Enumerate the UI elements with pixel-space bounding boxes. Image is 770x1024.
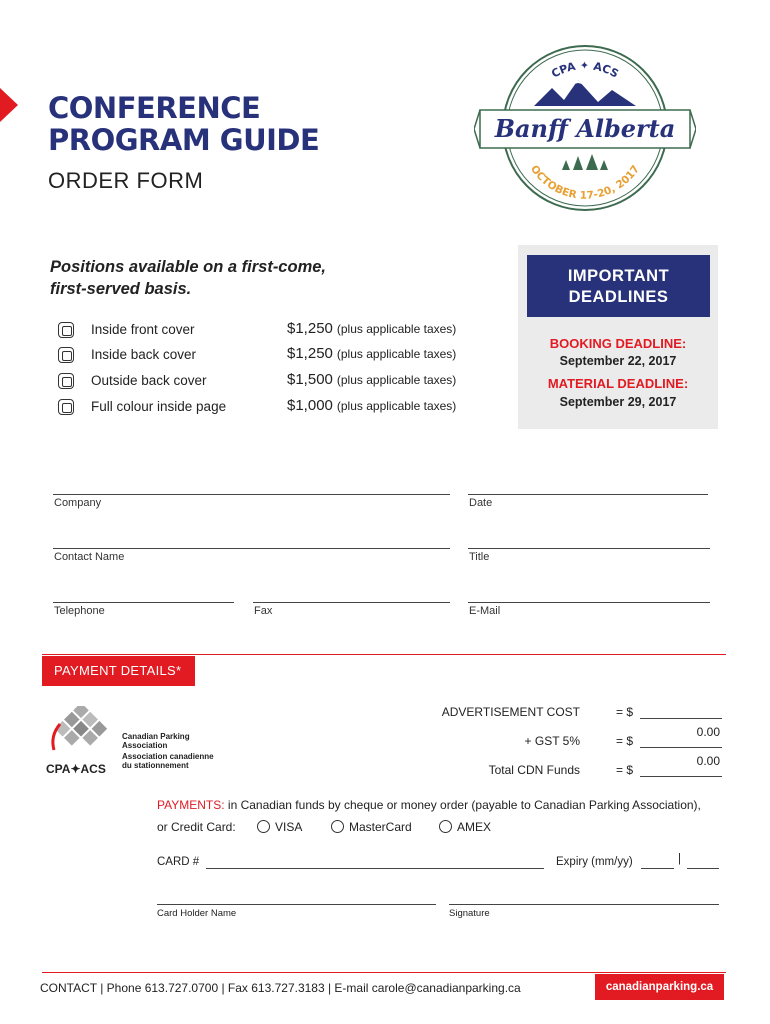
badge-bottom-text: OCTOBER 17-20, 2017: [527, 163, 643, 202]
badge-top-text: CPA ✦ ACS: [549, 59, 621, 81]
telephone-field[interactable]: [53, 602, 234, 603]
deadlines-heading: IMPORTANT DEADLINES: [527, 255, 710, 317]
mastercard-label: MasterCard: [349, 820, 412, 834]
credit-card-row: [157, 820, 557, 836]
fax-field[interactable]: [253, 602, 450, 603]
section-divider: [42, 654, 726, 655]
ad-cost-label: ADVERTISEMENT COST: [441, 705, 580, 719]
visa-radio[interactable]: [257, 820, 270, 833]
material-deadline-label: MATERIAL DEADLINE:: [547, 376, 689, 391]
title-field[interactable]: [468, 548, 710, 549]
contact-name-label: Contact Name: [54, 551, 125, 563]
footer-divider: [42, 972, 726, 973]
title-line-1: CONFERENCE: [48, 91, 261, 125]
expiry-label: Expiry (mm/yy): [556, 856, 633, 868]
title-label: Title: [469, 551, 490, 563]
booking-deadline-label: BOOKING DEADLINE:: [549, 336, 687, 351]
badge-banner: Banff Alberta: [494, 114, 676, 143]
mastercard-radio[interactable]: [331, 820, 344, 833]
gst-field[interactable]: [640, 747, 722, 748]
checkbox[interactable]: [58, 322, 74, 338]
cpa-acs-logo: [46, 706, 216, 778]
booking-deadline-date: September 22, 2017: [559, 354, 677, 368]
title-line-2: PROGRAM GUIDE: [48, 123, 320, 157]
ad-cost-field[interactable]: [640, 718, 722, 719]
date-label: Date: [469, 497, 493, 509]
positions-heading: Positions available on a first-come, first-served basis.: [50, 258, 326, 298]
ad-cost-eq: = $: [616, 705, 634, 719]
email-label: E-Mail: [469, 605, 501, 617]
expiry-month-field[interactable]: [641, 868, 674, 869]
total-eq: = $: [616, 763, 634, 777]
expiry-separator: |: [678, 853, 681, 865]
total-field[interactable]: [640, 776, 722, 777]
deadlines-panel: [518, 245, 718, 429]
mountain-icon: [534, 80, 636, 106]
card-number-label: CARD #: [157, 856, 200, 868]
logo-fr-name: Association canadienne du stationnement: [122, 752, 214, 770]
signature-field[interactable]: [449, 904, 719, 905]
company-label: Company: [54, 497, 102, 509]
amex-radio[interactable]: [439, 820, 452, 833]
logo-en-name: Canadian Parking Association: [122, 732, 190, 750]
tree-icon: [562, 154, 608, 170]
red-marker: [0, 88, 18, 122]
total-label: Total CDN Funds: [488, 763, 580, 777]
email-field[interactable]: [468, 602, 710, 603]
card-number-field[interactable]: [206, 868, 544, 869]
logo-mark-icon: [46, 706, 116, 762]
conference-badge: [474, 42, 696, 212]
page-subtitle: ORDER FORM: [48, 168, 204, 193]
signature-label: Signature: [449, 908, 490, 919]
gst-eq: = $: [616, 734, 634, 748]
card-holder-label: Card Holder Name: [157, 908, 237, 919]
gst-label: + GST 5%: [524, 734, 580, 748]
total-value: 0.00: [696, 754, 720, 768]
payment-details-tab: PAYMENT DETAILS*: [42, 656, 195, 686]
date-field[interactable]: [468, 494, 708, 495]
logo-acronym: CPA✦ACS: [46, 762, 106, 776]
page-title: [48, 92, 319, 156]
checkbox[interactable]: [58, 399, 74, 415]
fax-label: Fax: [254, 605, 273, 617]
gst-value: 0.00: [696, 725, 720, 739]
checkbox[interactable]: [58, 347, 74, 363]
website-link[interactable]: canadianparking.ca: [595, 974, 724, 1000]
telephone-label: Telephone: [54, 605, 105, 617]
payments-note: PAYMENTS: in Canadian funds by cheque or money order (payable to Canadian Parking Association),: [157, 798, 701, 812]
card-holder-field[interactable]: [157, 904, 436, 905]
contact-name-field[interactable]: [53, 548, 450, 549]
company-field[interactable]: [53, 494, 450, 495]
expiry-year-field[interactable]: [687, 868, 719, 869]
visa-label: VISA: [275, 820, 303, 834]
amex-label: AMEX: [457, 820, 492, 834]
checkbox[interactable]: [58, 373, 74, 389]
material-deadline-date: September 29, 2017: [559, 395, 677, 409]
credit-card-label: or Credit Card:: [157, 820, 236, 834]
footer-contact: CONTACT | Phone 613.727.0700 | Fax 613.727.3183 | E-mail carole@canadianparking.ca: [40, 981, 521, 995]
